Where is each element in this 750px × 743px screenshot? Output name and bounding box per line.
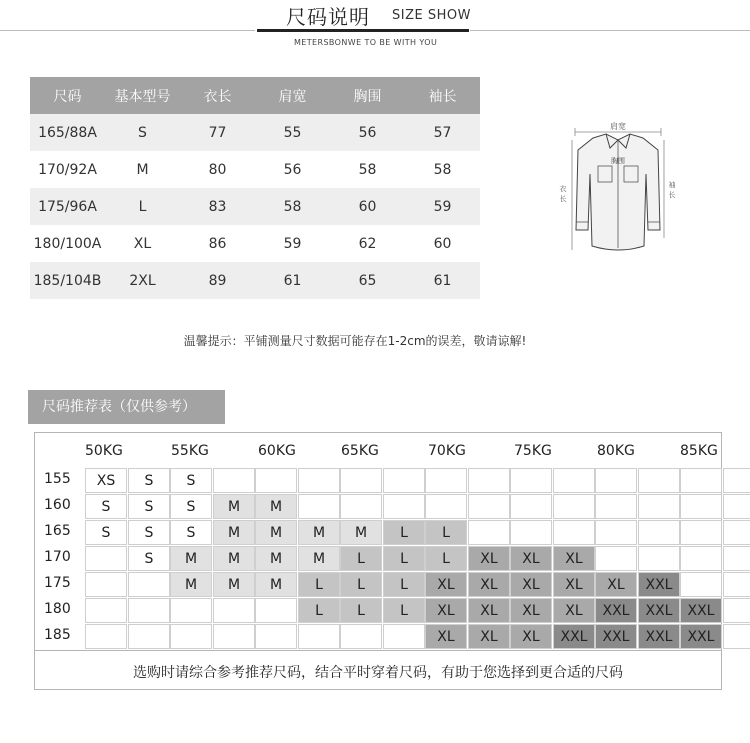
grid-cell — [128, 624, 170, 649]
height-label: 155 — [44, 471, 71, 487]
grid-cell — [468, 494, 510, 519]
grid-cell — [170, 624, 212, 649]
cell-size: 170/92A — [38, 161, 97, 178]
grid-cell: M — [298, 520, 340, 545]
col-header-sleeve: 袖长 — [428, 88, 457, 105]
grid-cell: L — [383, 572, 425, 597]
grid-cell — [128, 598, 170, 623]
grid-cell: M — [170, 572, 212, 597]
grid-cell — [340, 494, 382, 519]
grid-cell — [680, 520, 722, 545]
grid-cell — [723, 598, 750, 623]
grid-cell — [680, 494, 722, 519]
shirt-measurement-diagram — [548, 118, 688, 258]
grid-cell — [510, 494, 552, 519]
grid-cell: XXL — [595, 598, 637, 623]
measurement-note: 温馨提示：平铺测量尺寸数据可能存在1-2cm的误差，敬请谅解! — [183, 334, 527, 348]
cell-model: XL — [133, 235, 152, 252]
cell-model: M — [136, 161, 149, 178]
table-row — [30, 225, 480, 262]
cell-sleeve: 57 — [433, 124, 452, 141]
grid-cell — [85, 546, 127, 571]
cell-length: 86 — [208, 235, 227, 252]
grid-cell: M — [255, 520, 297, 545]
grid-cell: S — [85, 520, 127, 545]
grid-cell — [553, 494, 595, 519]
grid-cell — [213, 468, 255, 493]
recommendation-footer: 选购时请综合参考推荐尺码，结合平时穿着尺码，有助于您选择到更合适的尺码 — [35, 650, 721, 689]
table-row — [30, 114, 480, 151]
grid-cell: S — [170, 494, 212, 519]
grid-cell: XL — [468, 598, 510, 623]
grid-cell — [553, 468, 595, 493]
label-sleeve-char1: 袖 — [668, 181, 676, 189]
cell-chest: 65 — [358, 272, 377, 289]
label-chest: 胸围 — [611, 157, 625, 165]
grid-cell: XL — [595, 572, 637, 597]
size-table — [30, 77, 480, 299]
grid-cell — [255, 468, 297, 493]
grid-cell — [680, 572, 722, 597]
grid-cell — [85, 624, 127, 649]
cell-shoulder: 61 — [283, 272, 302, 289]
grid-cell — [85, 572, 127, 597]
cell-model: S — [138, 124, 147, 141]
label-length-char1: 衣 — [559, 185, 567, 193]
grid-cell — [638, 546, 680, 571]
grid-cell: XL — [468, 572, 510, 597]
weight-label: 70KG — [428, 443, 466, 459]
grid-cell: M — [298, 546, 340, 571]
label-length-char2: 长 — [559, 195, 567, 203]
grid-cell: XL — [510, 624, 552, 649]
grid-cell — [723, 624, 750, 649]
grid-cell: S — [128, 468, 170, 493]
grid-cell: S — [128, 546, 170, 571]
grid-cell — [638, 494, 680, 519]
height-label: 170 — [44, 549, 71, 565]
cell-model: 2XL — [129, 272, 156, 289]
grid-cell: XS — [85, 468, 127, 493]
grid-cell: XL — [425, 598, 467, 623]
cell-size: 185/104B — [33, 272, 102, 289]
table-row — [30, 262, 480, 299]
grid-cell — [340, 624, 382, 649]
weight-label: 85KG — [680, 443, 718, 459]
grid-cell — [383, 624, 425, 649]
grid-cell — [128, 572, 170, 597]
cell-length: 80 — [208, 161, 227, 178]
table-row — [30, 151, 480, 188]
grid-cell — [595, 468, 637, 493]
col-header-length: 衣长 — [203, 88, 232, 105]
grid-cell — [213, 624, 255, 649]
cell-sleeve: 60 — [433, 235, 452, 252]
grid-cell: XL — [425, 572, 467, 597]
grid-cell: XL — [553, 598, 595, 623]
cell-model: L — [138, 198, 147, 215]
grid-cell — [170, 598, 212, 623]
grid-cell: S — [128, 520, 170, 545]
grid-cell — [468, 468, 510, 493]
weight-label: 75KG — [514, 443, 552, 459]
grid-cell — [595, 520, 637, 545]
grid-cell: XL — [510, 572, 552, 597]
grid-cell: S — [85, 494, 127, 519]
height-label: 160 — [44, 497, 71, 513]
grid-cell — [510, 520, 552, 545]
grid-cell — [425, 468, 467, 493]
cell-shoulder: 55 — [283, 124, 302, 141]
grid-cell: L — [425, 546, 467, 571]
grid-cell — [553, 520, 595, 545]
cell-shoulder: 58 — [283, 198, 302, 215]
grid-cell: XXL — [680, 624, 722, 649]
grid-cell — [595, 494, 637, 519]
grid-cell: XXL — [680, 598, 722, 623]
grid-cell — [213, 598, 255, 623]
grid-cell — [383, 468, 425, 493]
grid-cell — [468, 520, 510, 545]
height-label: 165 — [44, 523, 71, 539]
cell-chest: 62 — [358, 235, 377, 252]
grid-cell — [298, 468, 340, 493]
cell-sleeve: 61 — [433, 272, 452, 289]
height-label: 185 — [44, 627, 71, 643]
grid-cell: L — [340, 572, 382, 597]
grid-cell — [723, 546, 750, 571]
grid-cell: XL — [468, 624, 510, 649]
grid-cell: M — [170, 546, 212, 571]
weight-label: 60KG — [258, 443, 296, 459]
grid-cell: M — [213, 546, 255, 571]
weight-label: 65KG — [341, 443, 379, 459]
grid-cell — [340, 468, 382, 493]
height-label: 175 — [44, 575, 71, 591]
cell-chest: 56 — [358, 124, 377, 141]
cell-chest: 58 — [358, 161, 377, 178]
cell-sleeve: 59 — [433, 198, 452, 215]
page-title: 尺码说明 — [286, 5, 370, 29]
grid-cell: M — [255, 572, 297, 597]
grid-cell: S — [170, 468, 212, 493]
label-sleeve-char2: 长 — [668, 191, 676, 199]
cell-chest: 60 — [358, 198, 377, 215]
grid-cell: M — [213, 572, 255, 597]
grid-cell: XXL — [638, 624, 680, 649]
grid-cell — [298, 494, 340, 519]
cell-length: 83 — [208, 198, 227, 215]
grid-cell — [723, 494, 750, 519]
grid-cell — [595, 546, 637, 571]
cell-size: 165/88A — [38, 124, 97, 141]
cell-length: 77 — [208, 124, 227, 141]
grid-cell — [680, 468, 722, 493]
col-header-size: 尺码 — [53, 88, 82, 105]
label-shoulder: 肩宽 — [610, 122, 626, 131]
grid-cell: XXL — [553, 624, 595, 649]
cell-size: 180/100A — [33, 235, 102, 252]
grid-cell — [510, 468, 552, 493]
grid-cell: M — [213, 494, 255, 519]
grid-cell: M — [213, 520, 255, 545]
cell-shoulder: 59 — [283, 235, 302, 252]
height-label: 180 — [44, 601, 71, 617]
grid-cell: XL — [510, 546, 552, 571]
grid-cell — [680, 546, 722, 571]
grid-cell: XXL — [638, 572, 680, 597]
grid-cell: L — [383, 598, 425, 623]
cell-sleeve: 58 — [433, 161, 452, 178]
grid-cell — [723, 520, 750, 545]
col-header-model: 基本型号 — [114, 88, 171, 105]
table-row — [30, 188, 480, 225]
grid-cell — [723, 572, 750, 597]
grid-cell: L — [383, 546, 425, 571]
weight-label: 55KG — [171, 443, 209, 459]
grid-cell: S — [170, 520, 212, 545]
grid-cell: XXL — [638, 598, 680, 623]
grid-cell — [383, 494, 425, 519]
grid-cell: M — [340, 520, 382, 545]
grid-cell: M — [255, 494, 297, 519]
grid-cell: XL — [553, 546, 595, 571]
grid-cell — [638, 468, 680, 493]
grid-cell: XL — [510, 598, 552, 623]
grid-cell — [638, 520, 680, 545]
page-title-english: SIZE SHOW — [392, 8, 471, 23]
grid-cell — [255, 624, 297, 649]
grid-cell: L — [340, 546, 382, 571]
grid-cell — [298, 624, 340, 649]
grid-cell: L — [340, 598, 382, 623]
cell-length: 89 — [208, 272, 227, 289]
col-header-shoulder: 肩宽 — [278, 88, 307, 105]
grid-cell: XL — [425, 624, 467, 649]
size-table-header — [30, 77, 480, 114]
cell-size: 175/96A — [38, 198, 97, 215]
weight-label: 80KG — [597, 443, 635, 459]
grid-cell: L — [298, 572, 340, 597]
grid-cell — [85, 598, 127, 623]
grid-cell — [425, 494, 467, 519]
col-header-chest: 胸围 — [353, 88, 382, 105]
grid-cell — [723, 468, 750, 493]
grid-cell: M — [255, 546, 297, 571]
grid-cell: L — [298, 598, 340, 623]
cell-shoulder: 56 — [283, 161, 302, 178]
grid-cell: XL — [468, 546, 510, 571]
weight-label: 50KG — [85, 443, 123, 459]
grid-cell: XL — [553, 572, 595, 597]
brand-tagline: METERSBONWE TO BE WITH YOU — [294, 38, 438, 47]
grid-cell: L — [425, 520, 467, 545]
grid-cell: L — [383, 520, 425, 545]
grid-cell: S — [128, 494, 170, 519]
grid-cell: XXL — [595, 624, 637, 649]
recommendation-title: 尺码推荐表（仅供参考） — [28, 390, 225, 424]
grid-cell — [255, 598, 297, 623]
